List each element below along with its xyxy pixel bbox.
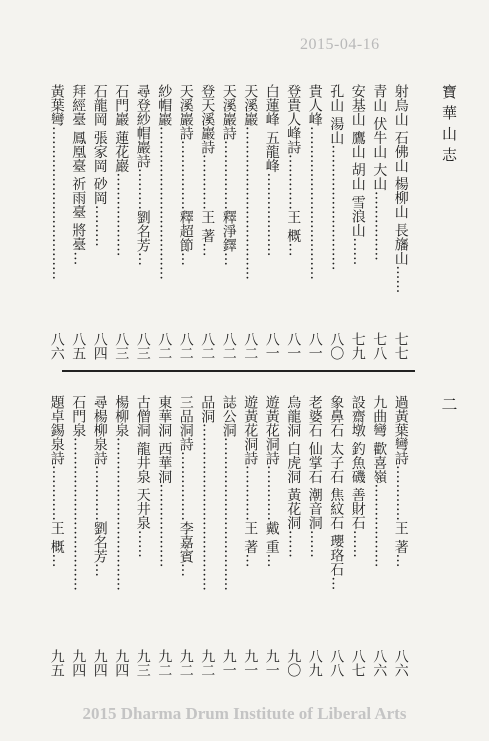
entry-title: 遊黃花洞詩…………王 著… — [242, 395, 259, 568]
entry-title: 貴人峰…………………………… — [306, 84, 323, 280]
entry-page-number: 八三 — [113, 332, 130, 360]
toc-entry[interactable] — [218, 84, 240, 360]
entry-title: 登貴人峰詩…………王 概… — [285, 84, 302, 257]
entry-title: 青山 伏牛山 大山…………… — [371, 84, 388, 261]
entry-title: 東華洞 西華洞……………… — [156, 395, 173, 568]
entry-page-number: 七九 — [349, 332, 366, 360]
entry-title: 安基山 鷹山 胡山 雪浪山…… — [349, 84, 366, 266]
entry-page-number: 八六 — [371, 649, 388, 677]
entry-page-number: 八三 — [134, 332, 151, 360]
toc-entry[interactable] — [325, 395, 347, 677]
toc-entry[interactable] — [46, 395, 68, 677]
toc-entry[interactable] — [282, 395, 304, 677]
entry-title: 尋楊柳泉詩…………劉名芳… — [91, 395, 108, 577]
toc-entry[interactable] — [110, 84, 132, 360]
entry-page-number: 八四 — [91, 332, 108, 360]
entry-title: 遊黃花洞詩…………戴 重… — [263, 395, 280, 568]
toc-entry[interactable] — [89, 84, 111, 360]
toc-entry[interactable] — [261, 84, 283, 360]
entry-title: 烏龍洞 白虎洞 黃花洞…… — [285, 395, 302, 558]
toc-entry[interactable] — [390, 395, 412, 677]
entry-page-number: 七七 — [392, 332, 409, 360]
toc-entry[interactable] — [67, 84, 89, 360]
footer-watermark: 2015 Dharma Drum Institute of Liberal Arts — [82, 704, 407, 723]
toc-entry[interactable] — [347, 84, 369, 360]
entry-page-number: 八六 — [392, 649, 409, 677]
entry-title: 石門巖 蓮花巖……………… — [113, 84, 130, 257]
entry-title: 拜經臺 鳳凰臺 祈雨臺 將臺… — [70, 84, 87, 266]
toc-section-bottom — [46, 395, 412, 677]
entry-title: 天溪巖詩……………釋淨鐸… — [220, 84, 237, 266]
entry-title: 設齋墩 釣魚磯 善財石…… — [349, 395, 366, 558]
entry-title: 石門泉…………………………… — [70, 395, 87, 591]
toc-entry[interactable] — [282, 84, 304, 360]
entry-title: 老婆石 仙掌石 潮音洞…… — [306, 395, 323, 558]
toc-entry[interactable] — [153, 84, 175, 360]
toc-entry[interactable] — [89, 395, 111, 677]
entry-page-number: 七八 — [371, 332, 388, 360]
date-stamp: 2015-04-16 — [300, 36, 380, 53]
entry-title: 九曲彎 歡喜嶺……………… — [371, 395, 388, 568]
entry-page-number: 九一 — [263, 649, 280, 677]
toc-entry[interactable] — [218, 395, 240, 677]
toc-entry[interactable] — [368, 84, 390, 360]
entry-page-number: 八二 — [177, 332, 194, 360]
entry-title: 尋登紗帽巖詩………劉名芳… — [134, 84, 151, 266]
entry-page-number: 九〇 — [285, 649, 302, 677]
entry-title: 石龍岡 張家岡 砂岡……… — [91, 84, 108, 247]
toc-entry[interactable] — [304, 395, 326, 677]
toc-entry[interactable] — [390, 84, 412, 360]
entry-page-number: 九三 — [134, 649, 151, 677]
entry-title: 題卓錫泉詩…………王 概… — [48, 395, 65, 568]
entry-title: 過黃葉彎詩…………王 著… — [392, 395, 409, 568]
entry-page-number: 八九 — [306, 649, 323, 677]
page-number: 二 — [439, 396, 458, 412]
toc-entry[interactable] — [110, 395, 132, 677]
toc-entry[interactable] — [239, 84, 261, 360]
entry-title: 三品洞詩……………李嘉賓… — [177, 395, 194, 577]
entry-page-number: 八二 — [156, 332, 173, 360]
entry-page-number: 八二 — [220, 332, 237, 360]
toc-entry[interactable] — [261, 395, 283, 677]
entry-title: 孔山 湯山……………………… — [328, 84, 345, 271]
entry-page-number: 八八 — [328, 649, 345, 677]
entry-page-number: 九二 — [177, 649, 194, 677]
toc-entry[interactable] — [347, 395, 369, 677]
entry-page-number: 八一 — [306, 332, 323, 360]
entry-title: 天溪巖…………………………… — [242, 84, 259, 280]
entry-page-number: 八二 — [199, 332, 216, 360]
entry-page-number: 八一 — [263, 332, 280, 360]
entry-page-number: 九四 — [113, 649, 130, 677]
toc-entry[interactable] — [67, 395, 89, 677]
toc-entry[interactable] — [196, 395, 218, 677]
entry-page-number: 九五 — [48, 649, 65, 677]
book-title: 寶華山志 — [440, 84, 458, 168]
entry-page-number: 九二 — [199, 649, 216, 677]
toc-entry[interactable] — [304, 84, 326, 360]
entry-title: 象鼻石 太子石 焦紋石 瓔珞石… — [328, 395, 345, 591]
entry-title: 紗帽巖…………………………… — [156, 84, 173, 280]
toc-entry[interactable] — [132, 84, 154, 360]
entry-page-number: 八一 — [285, 332, 302, 360]
entry-title: 古僧洞 龍井泉 天井泉…… — [134, 395, 151, 558]
toc-entry[interactable] — [153, 395, 175, 677]
entry-page-number: 九二 — [156, 649, 173, 677]
entry-title: 射烏山 石佛山 楊柳山 長旛山…… — [392, 84, 409, 294]
entry-title: 黃葉彎…………………………… — [48, 84, 65, 280]
toc-entry[interactable] — [239, 395, 261, 677]
entry-title: 登天溪巖詩…………王 著… — [199, 84, 216, 257]
entry-page-number: 八七 — [349, 649, 366, 677]
entry-title: 天溪巖詩……………釋超節… — [177, 84, 194, 266]
toc-entry[interactable] — [132, 395, 154, 677]
toc-entry[interactable] — [175, 395, 197, 677]
toc-section-top — [46, 84, 412, 360]
entry-page-number: 九四 — [70, 649, 87, 677]
entry-title: 白蓮峰 五龍峰……………… — [263, 84, 280, 257]
entry-page-number: 八五 — [70, 332, 87, 360]
entry-page-number: 八二 — [242, 332, 259, 360]
toc-entry[interactable] — [46, 84, 68, 360]
toc-entry[interactable] — [175, 84, 197, 360]
entry-page-number: 八六 — [48, 332, 65, 360]
toc-entry[interactable] — [325, 84, 347, 360]
entry-title: 品洞……………………………… — [199, 395, 216, 591]
entry-page-number: 八〇 — [328, 332, 345, 360]
toc-entry[interactable] — [196, 84, 218, 360]
toc-entry[interactable] — [368, 395, 390, 677]
entry-page-number: 九四 — [91, 649, 108, 677]
entry-title: 誌公洞…………………………… — [220, 395, 237, 591]
section-divider — [62, 370, 415, 372]
entry-page-number: 九一 — [220, 649, 237, 677]
entry-title: 楊柳泉…………………………… — [113, 395, 130, 591]
entry-page-number: 九一 — [242, 649, 259, 677]
